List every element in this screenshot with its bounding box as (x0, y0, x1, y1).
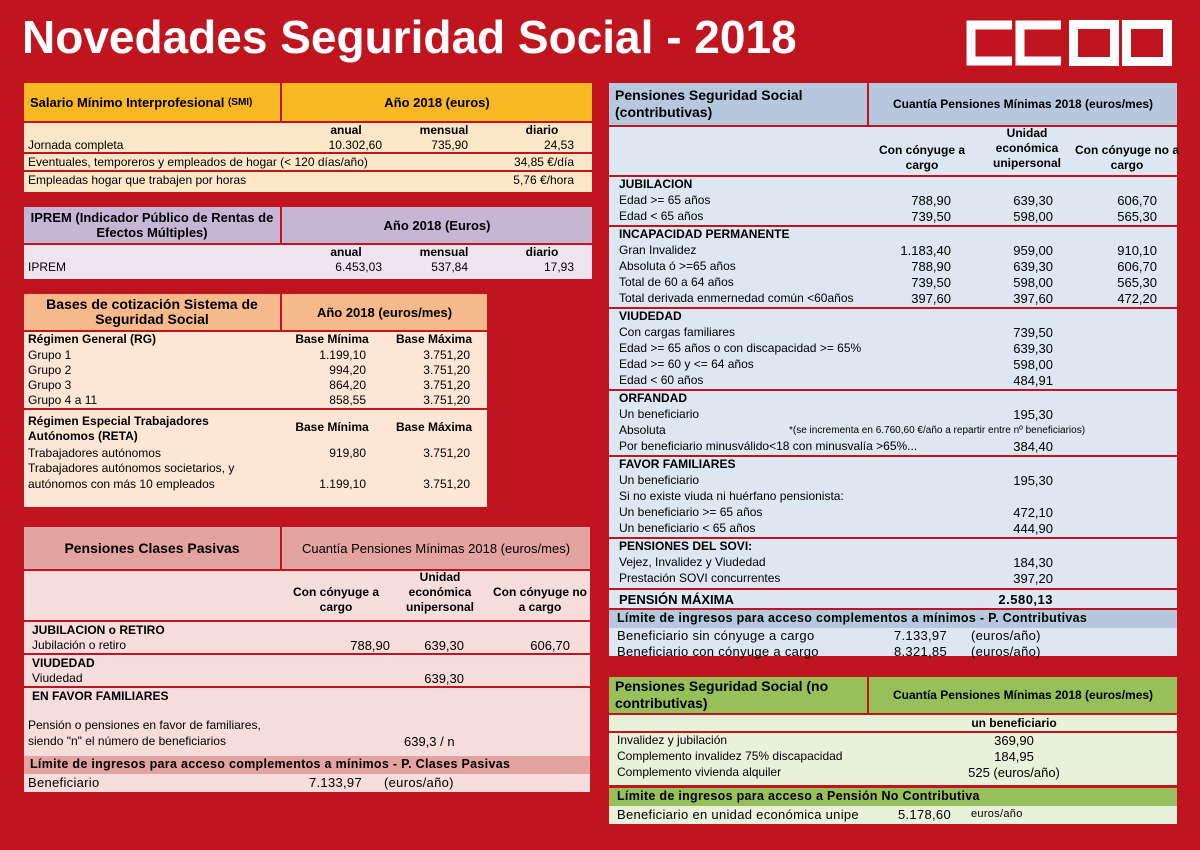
smi-row: Jornada completa 10.302,60 735,90 24,53 (24, 138, 592, 154)
table-row: Un beneficiario >= 65 años 472,10 (619, 505, 1053, 520)
pasivas-section (24, 527, 590, 792)
col-base-maxima: Base Máxima (395, 332, 473, 346)
iprem-section (24, 207, 592, 279)
table-row: Edad >= 65 años o con discapacidad >= 65% 639,30 (619, 341, 1053, 356)
table-row: Grupo 1 1.199,10 3.751,20 (28, 348, 470, 362)
table-row: Trabajadores autónomos 919,80 3.751,20 (28, 446, 470, 460)
table-row: Total de 60 a 64 años 739,50 598,00 565,30 (619, 275, 1157, 290)
iprem-title: IPREM (Indicador Público de Rentas de Efectos Múltiples) (24, 207, 282, 243)
col-diario: diario (525, 245, 559, 259)
contrib-col-headers: Con cónyuge a cargo Unidad económica unipersonal Con cónyuge no a cargo (609, 127, 1177, 177)
col-base-minima: Base Mínima (295, 332, 369, 346)
contrib-sovi-title: PENSIONES DEL SOVI: (619, 539, 753, 553)
page-title: Novedades Seguridad Social - 2018 (22, 11, 797, 63)
table-row: Grupo 4 a 11 858,55 3.751,20 (24, 393, 487, 410)
bases-year: Año 2018 (euros/mes) (316, 304, 453, 320)
table-row: Edad >= 65 años 788,90 639,30 606,70 (619, 193, 1157, 208)
smi-title: Salario Mínimo Interprofesional (30, 94, 225, 110)
rg-title: Régimen General (RG) (28, 332, 157, 346)
table-row: Complemento vivienda alquiler 525 (euros/año) (617, 765, 1060, 780)
bases-section (24, 294, 487, 507)
contrib-inc-title: INCAPACIDAD PERMANENTE (619, 227, 790, 241)
table-row: Si no existe viuda ni huérfano pensionista: (619, 489, 844, 503)
table-row: Invalidez y jubilación 369,90 (617, 733, 1034, 748)
table-row: Complemento invalidez 75% discapacidad 184,95 (617, 749, 1034, 764)
table-row: Absoluta ó >=65 años 788,90 639,30 606,70 (619, 259, 1157, 274)
col-mensual: mensual (419, 123, 469, 137)
table-row: Beneficiario 7.133,97 (euros/año) (28, 775, 454, 790)
nocontrib-title: Pensiones Seguridad Social (no contributivas) (609, 677, 869, 713)
table-row: Beneficiario en unidad económica unipe 5.178,60 euros/año (617, 807, 1023, 822)
table-row: Edad < 60 años 484,91 (609, 373, 1177, 391)
table-row: Gran Invalidez 1.183,40 959,00 910,10 (619, 243, 1157, 258)
pasivas-jub-title: JUBILACION o RETIRO (32, 623, 165, 637)
contrib-fav-title: FAVOR FAMILIARES (619, 457, 736, 471)
table-row: Beneficiario con cónyuge a cargo 8.321,85 (euros/año) (617, 644, 1041, 659)
table-row: Edad >= 60 y <= 64 años 598,00 (619, 357, 1053, 372)
reta-header: Régimen Especial Trabajadores Autónomos (RETA) Base Mínima Base Máxima (28, 414, 473, 443)
smi-eventuales-row: Eventuales, temporeros y empleados de hogar (< 120 días/año) 34,85 €/día (24, 154, 592, 172)
nocontrib-subtitle: Cuantía Pensiones Mínimas 2018 (euros/mes) (892, 688, 1154, 702)
table-row: siendo "n" el número de beneficiarios 639,3 / n (28, 734, 455, 749)
smi-section (24, 83, 592, 192)
smi-year: Año 2018 (euros) (384, 94, 490, 110)
contrib-viu-title: VIUDEDAD (619, 309, 682, 323)
pasivas-title: Pensiones Clases Pasivas (24, 527, 282, 569)
contrib-section (609, 83, 1180, 659)
col-anual: anual (330, 123, 362, 137)
col-mensual: mensual (419, 245, 469, 259)
table-row: autónomos con más 10 empleados 1.199,10 3.751,20 (28, 477, 470, 491)
col-diario: diario (525, 123, 559, 137)
smi-abbr: (SMI) (227, 96, 253, 108)
nocontrib-limit (609, 788, 1177, 824)
nocontrib-section (609, 677, 1177, 785)
table-row: Un beneficiario < 65 años 444,90 (609, 521, 1177, 539)
table-row: Con cargas familiares 739,50 (619, 325, 1053, 340)
contrib-orf-title: ORFANDAD (619, 391, 687, 405)
table-row: Total derivada enmernedad común <60años 397,60 397,60 472,20 (609, 291, 1177, 309)
contrib-jub-title: JUBILACION (619, 177, 693, 191)
pasivas-subtitle: Cuantía Pensiones Mínimas 2018 (euros/mes) (301, 540, 571, 556)
table-row: Un beneficiario 195,30 (619, 473, 1053, 488)
pasivas-limit-title: Límite de ingresos para acceso complementos a mínimos - P. Clases Pasivas (30, 757, 511, 771)
pasivas-fam-title: EN FAVOR FAMILIARES (32, 689, 169, 703)
table-row: Absoluta *(se incrementa en 6.760,60 €/año a repartir entre nº beneficiarios) (619, 423, 1086, 437)
table-row: Un beneficiario 195,30 (619, 407, 1053, 422)
pension-maxima-row: PENSIÓN MÁXIMA 2.580,13 (609, 590, 1177, 610)
contrib-subtitle: Cuantía Pensiones Mínimas 2018 (euros/mes) (892, 97, 1154, 111)
table-row: Pensión o pensiones en favor de familiares, (28, 718, 261, 732)
table-row: Edad < 65 años 739,50 598,00 565,30 (609, 209, 1177, 227)
table-row: Prestación SOVI concurrentes 397,20 (609, 571, 1177, 590)
table-row: Viudedad 639,30 (24, 671, 590, 688)
contrib-title: Pensiones Seguridad Social (contributivas) (609, 83, 869, 125)
table-row: Trabajadores autónomos societarios, y (28, 461, 235, 475)
table-row: Jubilación o retiro 788,90 639,30 606,70 (24, 638, 590, 655)
bases-title: Bases de cotización Sistema de Seguridad Social (24, 294, 282, 330)
iprem-year: Año 2018 (Euros) (383, 217, 491, 233)
pasivas-limit (24, 756, 590, 792)
pasivas-viu-title: VIUDEDAD (32, 656, 95, 670)
table-row: Grupo 3 864,20 3.751,20 (28, 378, 470, 392)
nocontrib-col-header: un beneficiario (609, 715, 1177, 733)
ccoo-logo (966, 20, 1176, 66)
contrib-limit-title: Límite de ingresos para acceso complementos a mínimos - P. Contributivas (609, 610, 1177, 628)
table-row: Beneficiario sin cónyuge a cargo 7.133,97 (euros/año) (617, 628, 1041, 643)
smi-empleadas-row: Empleadas hogar que trabajen por horas 5,76 €/hora (28, 173, 574, 187)
table-row: Vejez, Invalidez y Viudedad 184,30 (619, 555, 1053, 570)
table-row: Grupo 2 994,20 3.751,20 (28, 363, 470, 377)
nocontrib-limit-title: Límite de ingresos para acceso a Pensión No Contributiva (609, 788, 1177, 806)
pasivas-col-headers: Con cónyuge a cargo Unidad económica unipersonal Con cónyuge no a cargo (24, 571, 590, 622)
iprem-row: IPREM 6.453,03 537,84 17,93 (28, 260, 574, 274)
table-row: Por beneficiario minusválido<18 con minusvalía >65%... 384,40 (609, 439, 1177, 457)
col-anual: anual (330, 245, 362, 259)
